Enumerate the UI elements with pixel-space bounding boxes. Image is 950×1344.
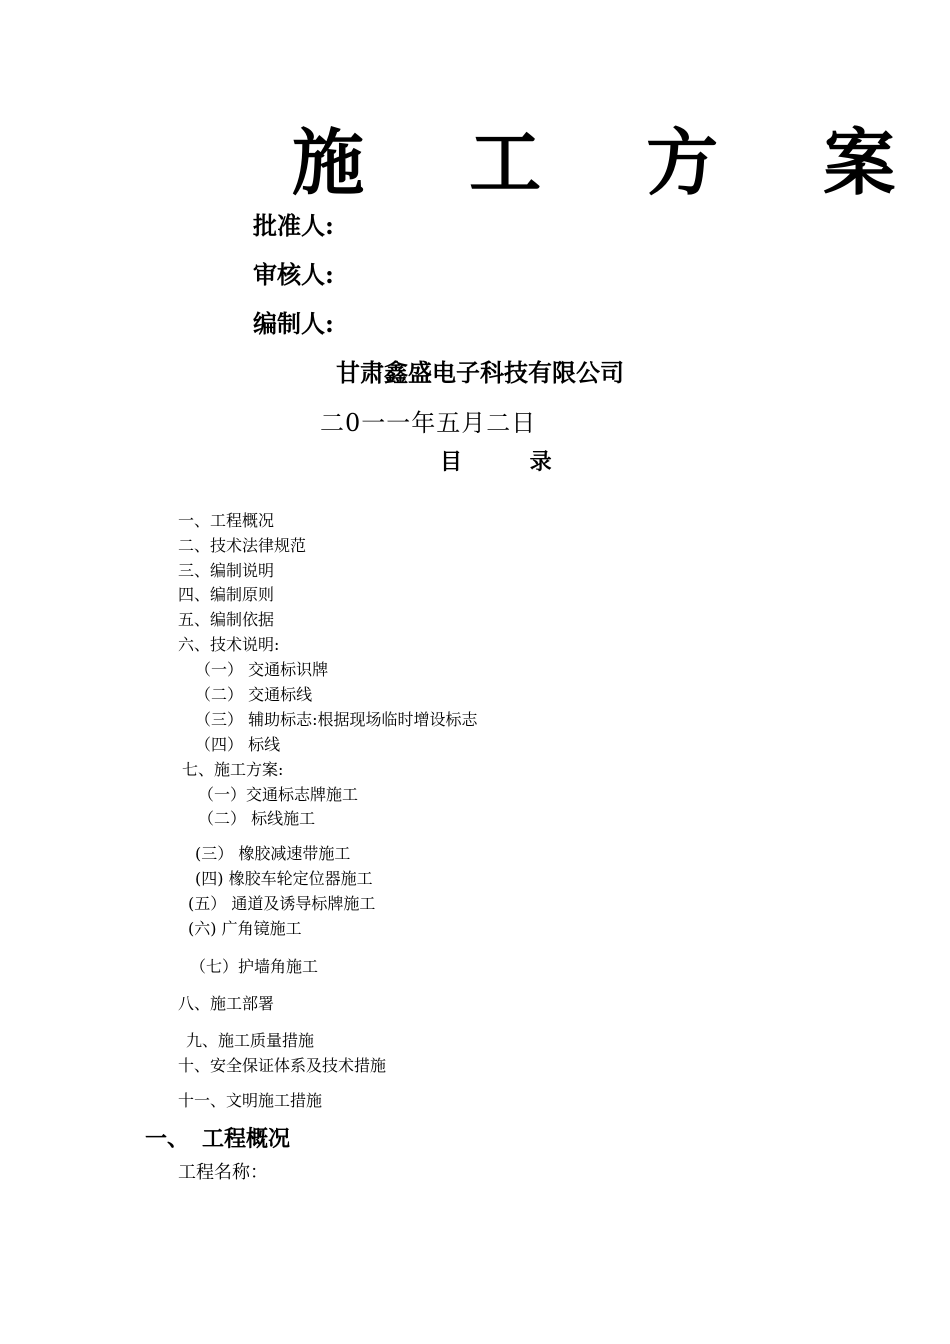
project-name-label: 工程名称：: [178, 1162, 268, 1183]
toc-item: 三、编制说明: [178, 561, 275, 580]
document-date: 二0一一年五月二日: [320, 409, 537, 437]
section-number: 一、: [145, 1126, 190, 1152]
company-name: 甘肃鑫盛电子科技有限公司: [336, 358, 624, 387]
toc-title: 目 录: [440, 449, 582, 475]
toc-item: 十一、文明施工措施: [178, 1091, 323, 1110]
compiler-label: 编制人:: [253, 309, 334, 338]
toc-item: 六、技术说明:: [178, 635, 280, 654]
toc-subitem: （一）交通标志牌施工: [198, 785, 359, 804]
toc-item: 五、编制依据: [178, 610, 275, 629]
toc-item: 一、工程概况: [178, 511, 275, 530]
toc-subitem: （二） 交通标线: [195, 685, 313, 704]
toc-item: 四、编制原则: [178, 585, 275, 604]
toc-subitem: （七）护墙角施工: [190, 957, 319, 976]
toc-item: 七、施工方案:: [182, 760, 284, 779]
toc-subitem: (四) 橡胶车轮定位器施工: [195, 869, 373, 888]
toc-subitem: (六) 广角镜施工: [188, 919, 302, 938]
toc-item: 二、技术法律规范: [178, 536, 307, 555]
toc-subitem: （四） 标线: [195, 735, 281, 754]
document-title: 施 工 方 案: [292, 120, 936, 205]
approver-label: 批准人:: [253, 211, 334, 240]
toc-item: 十、安全保证体系及技术措施: [178, 1056, 387, 1075]
toc-subitem: （二） 标线施工: [198, 809, 316, 828]
toc-item: 八、施工部署: [178, 994, 275, 1013]
toc-item: 九、施工质量措施: [186, 1031, 315, 1050]
section-title: 工程概况: [202, 1126, 291, 1152]
reviewer-label: 审核人:: [253, 260, 334, 289]
toc-subitem: (五） 通道及诱导标牌施工: [188, 894, 376, 913]
toc-subitem: （三） 辅助标志:根据现场临时增设标志: [195, 710, 478, 729]
toc-subitem: （一） 交通标识牌: [195, 660, 329, 679]
toc-subitem: (三） 橡胶减速带施工: [195, 844, 351, 863]
section-heading: [145, 1124, 290, 1154]
